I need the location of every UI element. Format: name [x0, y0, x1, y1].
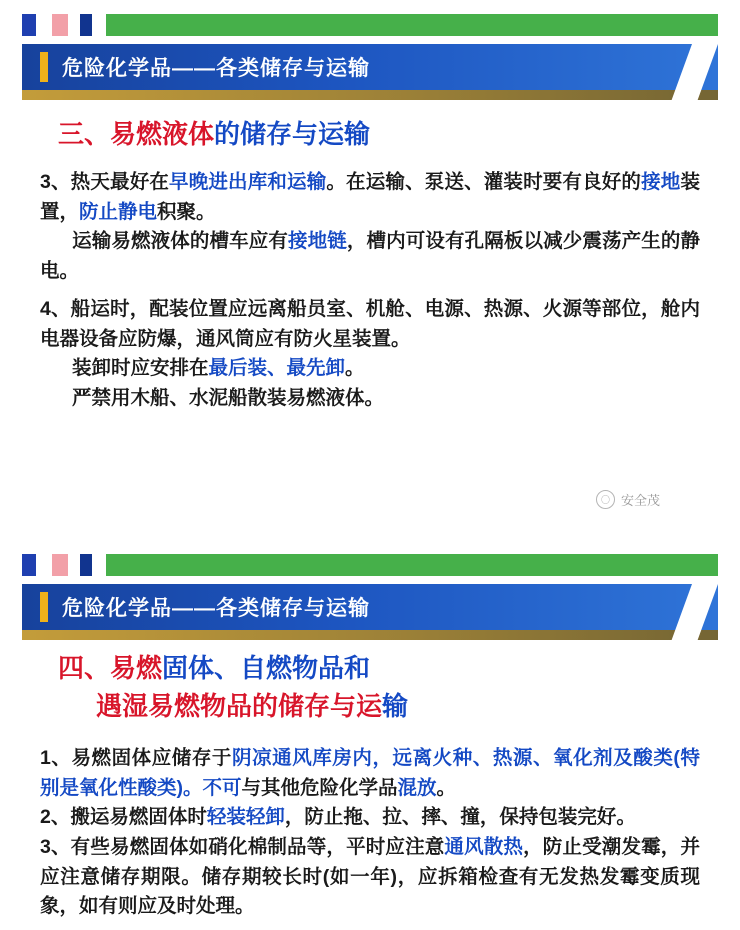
slide-2-heading-line-2 — [96, 690, 408, 723]
title-accent-bar — [40, 592, 48, 622]
top-color-strip — [22, 14, 718, 36]
title-bar-body — [22, 44, 718, 90]
strip-segment-navy — [80, 554, 92, 576]
strip-segment-navy — [80, 14, 92, 36]
watermark — [596, 490, 660, 509]
strip-segment-blue — [22, 554, 36, 576]
slide-1-paragraph-3 — [40, 168, 700, 287]
strip-segment-white-2 — [68, 554, 80, 576]
paragraph-line: 2、搬运易燃固体时轻装轻卸，防止拖、拉、摔、撞，保持包装完好。 — [40, 806, 636, 829]
title-bar-shadow — [22, 630, 718, 640]
paragraph-line: 1、易燃固体应储存于阴凉通风库房内，远离火种、热源、氧化剂及酸类(特别是氧化性酸类)。不可与其他危险化学品混放。 — [40, 747, 700, 799]
paragraph-line: 3、热天最好在早晚进出库和运输。在运输、泵送、灌装时要有良好的接地装置，防止静电积聚。 — [40, 171, 700, 223]
title-bar-shadow — [22, 90, 718, 100]
top-color-strip — [22, 554, 718, 576]
slide-1-heading-blue: 的储存与运输 — [214, 119, 371, 149]
strip-segment-pink — [52, 14, 68, 36]
slide-1-title-bar — [22, 44, 718, 100]
strip-segment-green — [106, 14, 718, 36]
paragraph-line: 运输易燃液体的槽车应有接地链，槽内可设有孔隔板以减少震荡产生的静电。 — [40, 230, 700, 282]
title-accent-bar — [40, 52, 48, 82]
slide-1-heading — [58, 118, 370, 151]
slide-2-title: 危险化学品——各类储存与运输 — [62, 597, 370, 620]
paragraph-line: 严禁用木船、水泥船散装易燃液体。 — [72, 386, 385, 409]
slide-2-heading-line-2-red: 遇湿易燃物品的储存与运 — [96, 691, 383, 721]
paragraph-line: 装卸时应安排在最后装、最先卸。 — [72, 357, 365, 380]
strip-segment-white-1 — [36, 14, 52, 36]
title-bar-body — [22, 584, 718, 630]
slide-2-body — [40, 744, 700, 922]
wechat-circle-icon: 〇 — [596, 490, 615, 509]
strip-segment-pink — [52, 554, 68, 576]
strip-segment-green — [106, 554, 718, 576]
paragraph-line: 4、船运时，配装位置应远离船员室、机舱、电源、热源、火源等部位，舱内电器设备应防爆，通风筒应有防火星装置。 — [40, 298, 700, 350]
slide-2-heading-line-1-blue: 固体、自燃物品和 — [162, 653, 371, 683]
watermark-text: 安全茂 — [621, 493, 661, 508]
slide-2-heading-line-2-blue: 输 — [382, 691, 409, 721]
slide-1-title: 危险化学品——各类储存与运输 — [62, 57, 370, 80]
slide-2-heading-line-1-red: 四、易燃 — [58, 653, 163, 683]
slide-2-heading-line-1 — [58, 652, 370, 685]
strip-segment-white-3 — [92, 554, 106, 576]
paragraph-line: 3、有些易燃固体如硝化棉制品等，平时应注意通风散热，防止受潮发霉，并应注意储存期限。储存期较长时(如一年)，应拆箱检查有无发热发霉变质现象，如有则应及时处理。 — [40, 835, 700, 918]
slide-2-title-bar — [22, 584, 718, 640]
strip-segment-blue — [22, 14, 36, 36]
strip-segment-white-3 — [92, 14, 106, 36]
slide-2 — [0, 540, 740, 930]
slide-1-heading-red: 三、易燃液体 — [58, 119, 215, 149]
strip-segment-white-1 — [36, 554, 52, 576]
slide-1-paragraph-4 — [40, 295, 700, 414]
strip-segment-white-2 — [68, 14, 80, 36]
